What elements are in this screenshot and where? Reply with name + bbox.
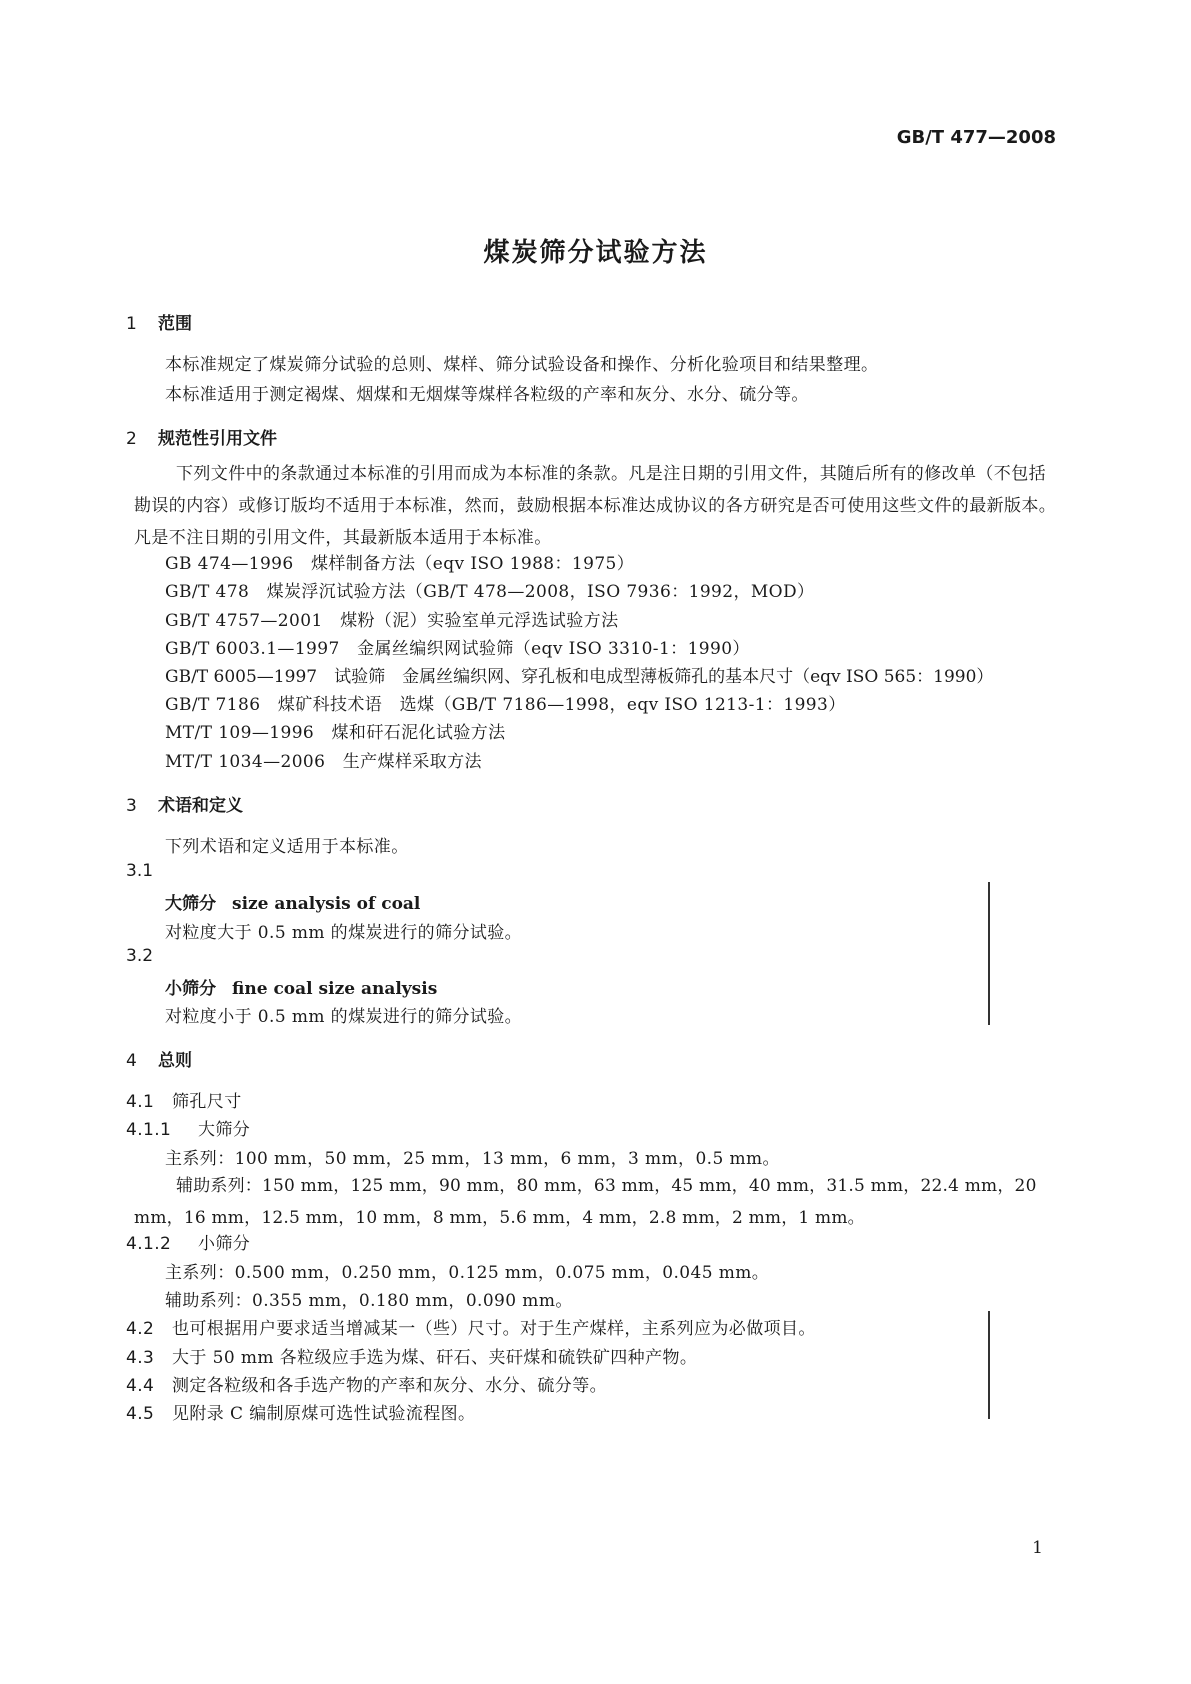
- paragraph-text: 辅助系列：150 mm，125 mm，90 mm，80 mm，63 mm，45 mm，40 mm，31.5 mm，22.4 mm，20 mm，16 mm，12.5 mm，10 mm，8 mm，5.6 mm，4 mm，2.8 mm，2 mm，1 mm。: [134, 1176, 1037, 1228]
- term-english: size analysis of coal: [232, 894, 421, 914]
- clause-4-3: [126, 1343, 697, 1368]
- standard-code: GB/T 477—2008: [896, 127, 1056, 148]
- term-english: fine coal size analysis: [232, 979, 438, 999]
- paragraph: [134, 458, 1062, 554]
- reference-item: GB/T 6003.1—1997 金属丝编织网试验筛（eqv ISO 3310-1：1990）: [165, 639, 750, 659]
- section-4-heading: [126, 1046, 192, 1071]
- clause-number: 4.1: [126, 1092, 155, 1112]
- sieve-main-series: 主系列：100 mm，50 mm，25 mm，13 mm，6 mm，3 mm，0.5 mm。: [165, 1149, 780, 1169]
- section-title: 规范性引用文件: [158, 429, 277, 449]
- paragraph-text: 下列文件中的条款通过本标准的引用而成为本标准的条款。凡是注日期的引用文件，其随后所有的修改单（不包括勘误的内容）或修订版均不适用于本标准，然而，鼓励根据本标准达成协议的各方研究是否可使用这些文件的最新版本。凡是不注日期的引用文件，其最新版本适用于本标准。: [134, 464, 1057, 548]
- clause-4-1-2: [126, 1229, 250, 1254]
- term-definition: 对粒度小于 0.5 mm 的煤炭进行的筛分试验。: [165, 1007, 523, 1027]
- section-2-heading: [126, 424, 277, 449]
- term-number: 3.1: [126, 861, 154, 881]
- paragraph: 本标准规定了煤炭筛分试验的总则、煤样、筛分试验设备和操作、分析化验项目和结果整理。: [165, 355, 879, 375]
- clause-4-1-1: [126, 1115, 250, 1140]
- clause-text: 见附录 C 编制原煤可选性试验流程图。: [172, 1404, 476, 1424]
- clause-number: 4.3: [126, 1348, 155, 1368]
- sieve-main-series: 主系列：0.500 mm，0.250 mm，0.125 mm，0.075 mm，0.045 mm。: [165, 1263, 770, 1283]
- term-definition: 对粒度大于 0.5 mm 的煤炭进行的筛分试验。: [165, 923, 523, 943]
- reference-item: GB/T 7186 煤矿科技术语 选煤（GB/T 7186—1998，eqv ISO 1213-1：1993）: [165, 695, 846, 715]
- clause-4-1: [126, 1087, 242, 1112]
- reference-item: MT/T 109—1996 煤和矸石泥化试验方法: [165, 723, 506, 743]
- clause-number: 4.5: [126, 1404, 155, 1424]
- clause-4-2: [126, 1314, 816, 1339]
- clause-text: 大筛分: [198, 1120, 251, 1140]
- term-entry: [165, 974, 437, 999]
- page-number: 1: [1032, 1538, 1043, 1558]
- term-chinese: 小筛分: [165, 979, 216, 999]
- reference-item: MT/T 1034—2006 生产煤样采取方法: [165, 752, 482, 772]
- section-number: 4: [126, 1051, 137, 1071]
- section-title: 总则: [158, 1051, 192, 1071]
- clause-4-5: [126, 1399, 475, 1424]
- term-chinese: 大筛分: [165, 894, 216, 914]
- clause-number: 4.1.1: [126, 1120, 172, 1140]
- clause-text: 大于 50 mm 各粒级应手选为煤、矸石、夹矸煤和硫铁矿四种产物。: [172, 1348, 698, 1368]
- document-title: 煤炭筛分试验方法: [483, 238, 708, 268]
- clause-4-4: [126, 1371, 607, 1396]
- clause-text: 测定各粒级和各手选产物的产率和灰分、水分、硫分等。: [172, 1376, 607, 1396]
- clause-number: 4.4: [126, 1376, 155, 1396]
- clause-text: 小筛分: [198, 1234, 251, 1254]
- section-number: 3: [126, 796, 137, 816]
- revision-bar: [988, 1311, 990, 1419]
- reference-item: GB 474—1996 煤样制备方法（eqv ISO 1988：1975）: [165, 554, 635, 574]
- clause-number: 4.2: [126, 1319, 155, 1339]
- clause-text: 筛孔尺寸: [172, 1092, 242, 1112]
- sieve-aux-series: [134, 1170, 1062, 1234]
- section-title: 范围: [158, 314, 192, 334]
- section-number: 2: [126, 429, 137, 449]
- paragraph: 下列术语和定义适用于本标准。: [165, 837, 409, 857]
- section-number: 1: [126, 314, 137, 334]
- sieve-aux-series: 辅助系列：0.355 mm，0.180 mm，0.090 mm。: [165, 1291, 573, 1311]
- clause-text: 也可根据用户要求适当增减某一（些）尺寸。对于生产煤样，主系列应为必做项目。: [172, 1319, 816, 1339]
- section-title: 术语和定义: [158, 796, 243, 816]
- term-number: 3.2: [126, 946, 154, 966]
- clause-number: 4.1.2: [126, 1234, 172, 1254]
- section-1-heading: [126, 309, 192, 334]
- reference-item: GB/T 6005—1997 试验筛 金属丝编织网、穿孔板和电成型薄板筛孔的基本尺寸（eqv ISO 565：1990）: [165, 667, 994, 687]
- paragraph: 本标准适用于测定褐煤、烟煤和无烟煤等煤样各粒级的产率和灰分、水分、硫分等。: [165, 385, 809, 405]
- section-3-heading: [126, 791, 243, 816]
- reference-item: GB/T 4757—2001 煤粉（泥）实验室单元浮选试验方法: [165, 611, 619, 631]
- revision-bar: [988, 882, 990, 1025]
- reference-item: GB/T 478 煤炭浮沉试验方法（GB/T 478—2008，ISO 7936：1992，MOD）: [165, 582, 815, 602]
- term-entry: [165, 889, 420, 914]
